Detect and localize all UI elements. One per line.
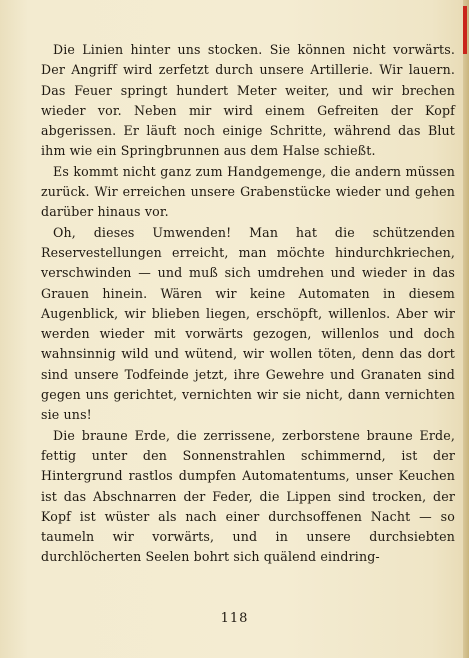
page-number: 118 bbox=[220, 611, 249, 626]
paragraph-4: Die braune Erde, die zerrissene, zerborstene braune Erde, fettig unter den Sonnenstrahlen schimmernd, ist der Hintergrund rastlos dumpfen Automatentums, unser Keuchen ist das Abschnarren der Feder, die Lippen sind trocken, der Kopf ist wüster als nach einer durchsoffenen Nacht — so taumeln wir vorwärts, und in unsere durchsiebten durchlöcherten Seelen bohrt sich quälend eindring- bbox=[41, 427, 455, 565]
paragraph-2: Es kommt nicht ganz zum Handgemenge, die andern müssen zurück. Wir erreichen unsere Grabenstücke wieder und gehen darüber hinaus vor. bbox=[41, 163, 455, 220]
page-edge bbox=[463, 0, 469, 658]
body-text bbox=[41, 40, 455, 568]
edge-marker bbox=[463, 6, 467, 54]
paragraph-3: Oh, dieses Umwenden! Man hat die schützenden Reservestellungen erreicht, man möchte hindurchkriechen, verschwinden — und muß sich umdrehen und wieder in das Grauen hinein. Wären wir keine Automaten in diesem Augenblick, wir blieben liegen, erschöpft, willenlos. Aber wir werden wieder mit vorwärts gezogen, willenlos und doch wahnsinnig wild und wütend, wir wollen töten, denn das dort sind unsere Todfeinde jetzt, ihre Gewehre und Granaten sind gegen uns gerichtet, vernichten wir sie nicht, dann vernichten sie uns! bbox=[41, 224, 455, 423]
paragraph-1: Die Linien hinter uns stocken. Sie können nicht vorwärts. Der Angriff wird zerfetzt durch unsere Artillerie. Wir lauern. Das Feuer springt hundert Meter weiter, und wir brechen wieder vor. Neben mir wird einem Gefreiten der Kopf abgerissen. Er läuft noch einige Schritte, während das Blut ihm wie ein Springbrunnen aus dem Halse schießt. bbox=[41, 42, 455, 159]
